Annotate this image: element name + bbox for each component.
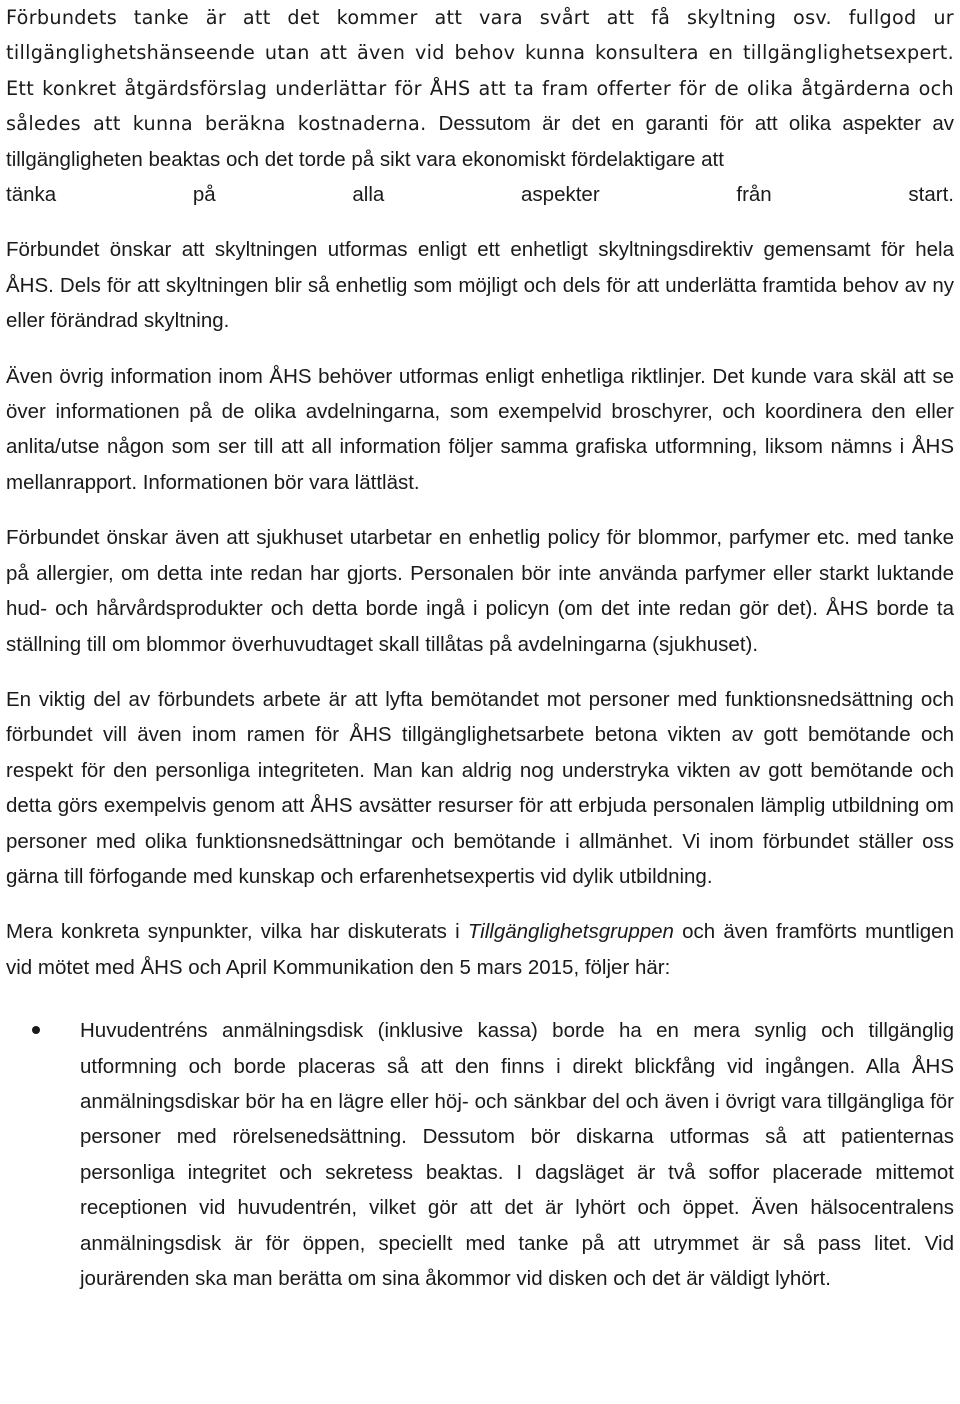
paragraph-concrete-views [6, 914, 954, 985]
document-page [6, 0, 954, 1296]
paragraph-consultation-tail: Dessutom är det en garanti för att olika aspekter av tillgängligheten beaktas och det torde på sikt vara ekonomiskt fördelaktigare att [6, 112, 954, 171]
paragraph-concrete-views-before: Mera konkreta synpunkter, vilka har diskuterats i [6, 920, 468, 944]
paragraph-signage: Förbundet önskar att skyltningen utformas enligt ett enhetligt skyltningsdirektiv gemensamt för hela ÅHS. Dels för att skyltningen blir så enhetlig som möjligt och dels för att underlätta framtida behov av ny eller förändrad skyltning. [6, 238, 954, 333]
bullet-list [6, 1013, 954, 1296]
group-name-emphasis: Tillgänglighetsgruppen [467, 920, 674, 944]
paragraph-consultation-last-line: tänka på alla aspekter från start. [6, 183, 954, 207]
paragraph-consultation [6, 0, 954, 212]
paragraph-information: Även övrig information inom ÅHS behöver utformas enligt enhetliga riktlinjer. Det kunde vara skäl att se över informationen på de olika avdelningarna, som exempelvid broschyrer, och koordinera den eller anlita/utse någon som ser till att all information följer samma grafiska utformning, liksom nämns i ÅHS mellanrapport. Informationen bör vara lättläst. [6, 364, 954, 494]
paragraph-concrete-views-after: och även framförts muntligen vid mötet med ÅHS och April Kommunikation den 5 mars 2015, följer här: [6, 920, 954, 979]
paragraph-allergy-policy: Förbundet önskar även att sjukhuset utarbetar en enhetlig policy för blommor, parfymer etc. med tanke på allergier, om detta inte redan har gjorts. Personalen bör inte använda parfymer eller starkt luktande hud- och hårvårdsprodukter och detta borde ingå i policyn (om det inte redan gör det). ÅHS borde ta ställning till om blommor överhuvudtaget skall tillåtas på avdelningarna (sjukhuset). [6, 526, 954, 656]
list-item-text: Huvudentréns anmälningsdisk (inklusive kassa) borde ha en mera synlig och tillgänglig utformning och borde placeras så att den finns i direkt blickfång vid ingången. Alla ÅHS anmälningsdiskar bör ha en lägre eller höj- och sänkbar del och även i övrigt vara tillgängliga för personer med rörelsenedsättning. Dessutom bör diskarna utformas så att patienternas personliga integritet och sekretess beaktas. I dagsläget är två soffor placerade mittemot receptionen vid huvudentrén, vilket gör att det är lyhört och öppet. Även hälsocentralens anmälningsdisk är för öppen, speciellt med tanke på att utrymmet är så pass litet. Vid jourärenden ska man berätta om sina åkommor vid disken och det är väldigt lyhört. [80, 1019, 954, 1290]
paragraph-consultation-lead: Förbundets tanke är att det kommer att vara svårt att få skyltning osv. fullgod ur tillgänglighetshänseende utan att även vid behov kunna konsultera en tillgänglighetsexpert. Ett konkret åtgärdsförslag underlättar för ÅHS att ta fram offerter för de olika åtgärderna och således att kunna beräkna kostnaderna. [6, 6, 954, 136]
list-item [6, 1013, 954, 1296]
paragraph-treatment: En viktig del av förbundets arbete är att lyfta bemötandet mot personer med funktionsnedsättning och förbundet vill även inom ramen för ÅHS tillgänglighetsarbete betona vikten av gott bemötande och respekt för den personliga integriteten. Man kan aldrig nog understryka vikten av gott bemötande och detta görs exempelvis genom att ÅHS avsätter resurser för att erbjuda personalen lämplig utbildning om personer med olika funktionsnedsättningar och bemötande i allmänhet. Vi inom förbundet ställer oss gärna till förfogande med kunskap och erfarenhetsexpertis vid dylik utbildning. [6, 687, 954, 888]
bullet-dot-icon [32, 1026, 40, 1034]
